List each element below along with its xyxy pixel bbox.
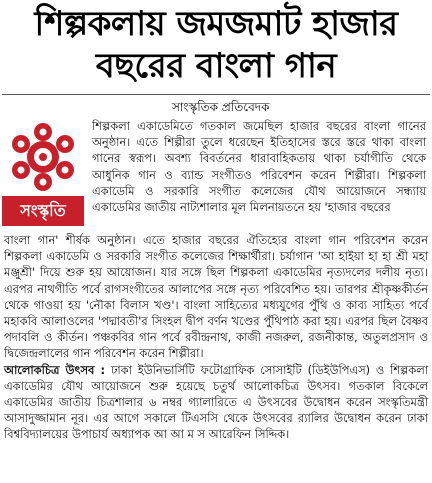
headline-line-2: বছরের বাংলা গান (95, 46, 337, 86)
byline: সাংস্কৃতিক প্রতিবেদক (172, 100, 270, 114)
headline-divider (2, 94, 430, 95)
ornamental-flower-icon (2, 118, 84, 196)
paragraph-3-text: ঢাকা ইউনিভার্সিটি ফটোগ্রাফিক সোসাইটি (ডিইউপিএস) ও শিল্পকলা একাডেমির যৌথ আয়োজনে শুরু হয়েছে চতুর্থ আলোকচিত্র উৎসব। গতকাল বিকেলে একাডেমির জাতীয় চিত্রশালার ৬ নম্বর গ্যালারিতে এ উৎসবের উদ্বোধন করেন সংস্কৃতিমন্ত্রী আসাদুজ্জামান নূর। এর আগে সকালে টিএসসি থেকে উৎসবের র‍্যালির উদ্বোধন করেন ঢাকা বিশ্ববিদ্যালয়ের উপাচার্য অধ্যাপক আ আ ম স আরেফিন সিদ্দিক। (4, 362, 428, 442)
headline-line-1: শিল্পকলায় জমজমাট হাজার (34, 4, 398, 44)
article-lead (92, 118, 426, 215)
article-body (4, 232, 428, 443)
paragraph-3 (4, 362, 428, 443)
paragraph-2: বাংলা গান' শীর্ষক অনুষ্ঠান। এতে হাজার বছরের ঐতিহ্যের বাংলা গান পরিবেশন করেন শিল্পকলা একাডেমি ও সরকারি সংগীত কলেজের শিক্ষার্থীরা। চর্যাগান 'আ হাইয়া হা হা শ্রী মহা মঞ্জুশ্রী' দিয়ে শুরু হয় আয়োজন। যার সঙ্গে ছিল শিল্পকলা একাডেমির নৃত্যদলের দলীয় নৃত্য। এরপর নাথগীতি পর্বে রাগসংগীতের আলাপের সঙ্গে নৃত্য পরিবেশিত হয়। তারপর শ্রীকৃষ্ণকীর্তন থেকে গাওয়া হয় 'নৌকা বিলাস খণ্ড'। বাংলা সাহিত্যের মধ্যযুগের পুঁথি ও কাব্য সাহিত্য পর্বে মহাকবি আলাওলের 'পদ্মাবতী'র সিংহল দ্বীপ বর্ণন খণ্ডের পুঁথিপাঠ করা হয়। এরপর ছিল বৈষ্ণব পদাবলি ও কীর্তন। পঞ্চকবির গান পর্বে রবীন্দ্রনাথ, কাজী নজরুল, রজনীকান্ত, অতুলপ্রসাদ ও দ্বিজেন্দ্রলালের গান পরিবেশন করেন শিল্পীরা। (4, 233, 428, 361)
section-label: সংস্কৃতি (2, 196, 84, 226)
headline (0, 4, 432, 86)
section-title: আলোকচিত্র উৎসব : (4, 362, 106, 377)
paragraph-1: শিল্পকলা একাডেমিতে গতকাল জমেছিল হাজার বছরের বাংলা গানের অনুষ্ঠান। এতে শিল্পীরা তুলে ধরেছেন ইতিহাসের স্তরে স্তরে থাকা বাংলা গানের স্বরূপ। অবশ্য বিবর্তনের ধারাবাহিকতায় থাকা চর্যাগীতি থেকে আধুনিক গান ও ব্যান্ড সংগীতও পরিবেশন করেন শিল্পীরা। শিল্পকলা একাডেমি ও সরকারি সংগীত কলেজের যৌথ আয়োজনে সন্ধ্যায় একাডেমির জাতীয় নাট্যশালার মূল মিলনায়তনে হয় 'হাজার বছরের (92, 119, 426, 215)
